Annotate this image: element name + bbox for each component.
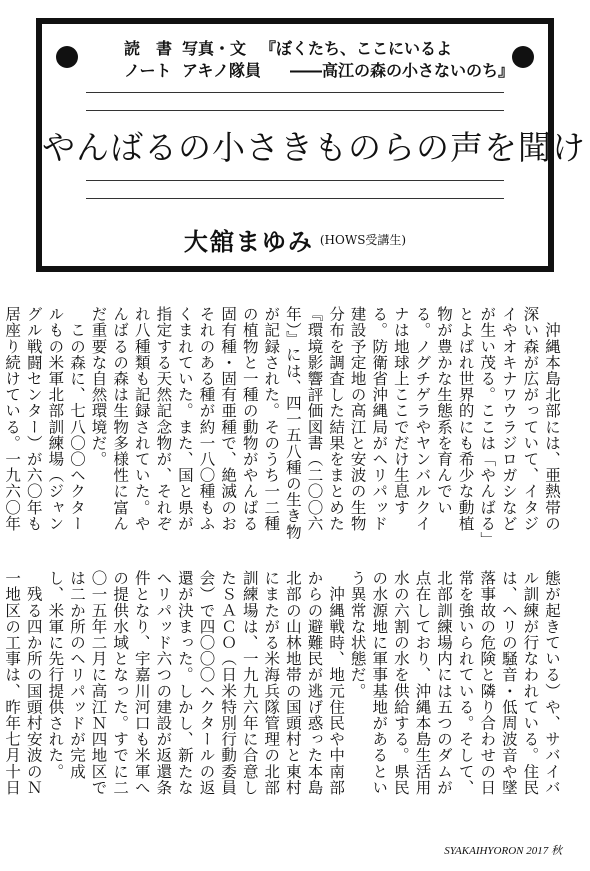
lower-text-block: 態が起きている）や、サバイバル訓練が行なわれている。住民は、ヘリの騒音・低周波音や墜落事故の危険と隣り合わせの日常を強いられている。そして、北部訓練場内には五つのダムが点在しており、沖縄本島生活用水の六割の水を供給する。県民の水源地に軍事基地があるという異常な状態だ。 沖縄戦時、地元住民や中南部からの避難民が逃げ惑った本島北部の山林地帯の国頭村と東村にまたがる米海兵隊管理の北部訓練場は、一九九六年に合意したＳＡＣＯ（日米特別行動委員会）で四〇〇〇ヘクタールの返還が決まった。しかし、新たなヘリパッド六つの建設が返還条件となり、宇嘉川河口も米軍への提供水域となった。すでに二〇一五年二月に高江Ｎ四地区では二か所のヘリパッドが完成し、米軍に先行提供された。 残る四か所の国頭村安波のＮ一地区の工事は、昨年七月十日: [3, 570, 561, 796]
page-footer: SYAKAIHYORON 2017 秋: [444, 845, 562, 857]
category-line1: 読 書: [124, 39, 173, 58]
upper-text-block: 沖縄本島北部には、亜熱帯の深い森が広がっていて、イタジイやオキナワウラジロガシなどが生い茂る。ここは「やんばる」とよばれ世界的にも希少な動植物が豊かな生態系を育んでいる。ノグチゲラやヤンバルクイナは地球上ここでだけ生息する。防衛省沖縄局がヘリパッド建設予定地の高江と安波の生物分布を調査した結果をまとめた『環境影響評価図書（二〇〇六年）』には、四一五八種の生き物が記録された。そのうち一二種の植物と一種の動物がやんばる固有種・固有亜種で、絶滅のおそれのある種が約一八〇種もふくまれていた。また、国と県が指定する天然記念物が、それぞれ八種類も記録されていた。やんばるの森は生物多様性に富んだ重要な自然環境だ。 この森に、七八〇〇ヘクタールもの米軍北部訓練場（ジャングル戦闘センター）が六〇年も居座り続けている。一九六〇年: [3, 306, 561, 540]
book-author: アキノ隊員: [182, 61, 262, 80]
book-credit-label: 写真・文: [182, 39, 247, 58]
book-title-line2: ――高江の森の小さないのち』: [290, 61, 515, 80]
category-line2: ノート: [124, 61, 172, 80]
author-name: 大舘まゆみ: [183, 228, 314, 256]
author-affiliation: (HOWS受講生): [319, 233, 407, 247]
book-title-line1: 『ぼくたち、ここにいるよ: [260, 39, 453, 58]
article-title: やんばるの小さきものらの声を聞け: [42, 128, 586, 167]
